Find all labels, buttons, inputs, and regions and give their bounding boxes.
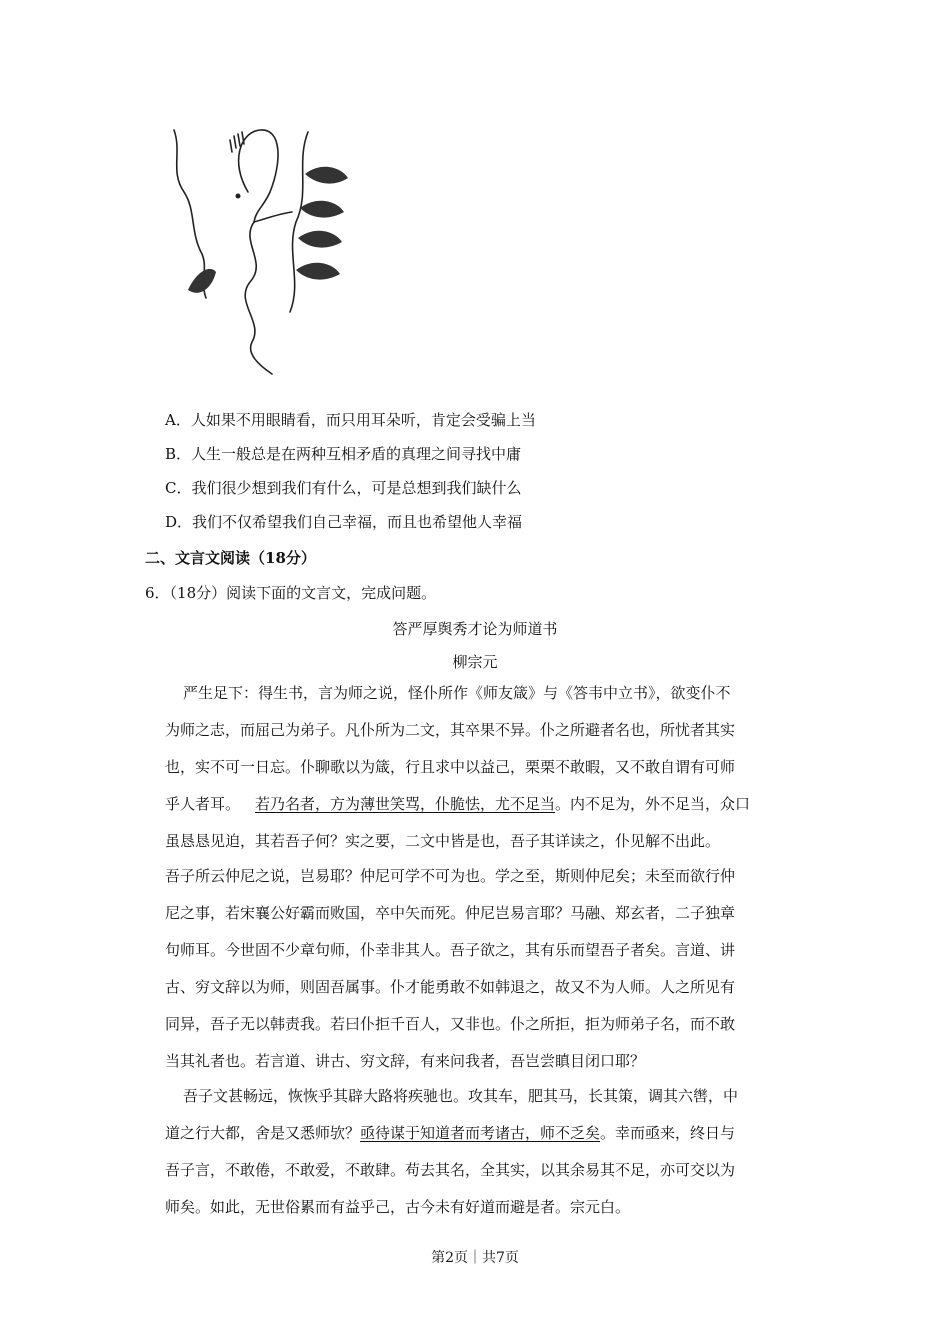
- option-c: C．我们很少想到我们有什么，可是总想到我们缺什么: [165, 479, 522, 497]
- article-title: 答严厚舆秀才论为师道书: [392, 620, 558, 638]
- article-line: [165, 1123, 735, 1143]
- eye-dot: [236, 194, 241, 199]
- article-line: 古、穷文辞以为师，则固吾属事。仆才能勇敢不如韩退之，故又不为人师。人之所见有: [165, 978, 736, 996]
- article-line: 尼之事，若宋襄公好霸而败国，卒中矢而死。仲尼岂易言耶？马融、郑玄者，二子独章: [165, 904, 736, 922]
- article-text: 。内不足为，外不足当，众口: [555, 795, 751, 813]
- illustration-figure: [160, 122, 360, 382]
- sketch-figure-icon: [160, 122, 360, 382]
- underlined-sentence-2: 亟待谋于知道者而考诸古，师不乏矣: [360, 1124, 601, 1142]
- article-text: 道之行大都，舍是又悉师欤？: [165, 1124, 361, 1142]
- article-line: 严生足下：得生书，言为师之说，怪仆所作《师友箴》与《答韦中立书》，欲变仆不: [183, 684, 731, 702]
- option-b: B．人生一般总是在两种互相矛盾的真理之间寻找中庸: [165, 445, 522, 463]
- article-line: 当其礼者也。若言道、讲古、穷文辞，有来问我者，吾岂尝瞋目闭口耶？: [165, 1052, 646, 1070]
- article-line: 吾子所云仲尼之说，岂易耶？仲尼可学不可为也。学之至，斯则仲尼矣；未至而欲行仲: [165, 867, 736, 885]
- article-line: 也，实不可一日忘。仆聊歌以为箴，行且求中以益己，栗栗不敢暇，又不敢自谓有可师: [165, 758, 736, 776]
- article-line: 句师耳。今世固不少章句师，仆幸非其人。吾子欲之，其有乐而望吾子者矣。言道、讲: [165, 941, 736, 959]
- page-footer: 第2页｜共7页: [431, 1250, 519, 1266]
- question-6: 6．（18分）阅读下面的文言文，完成问题。: [145, 584, 437, 602]
- option-d: D．我们不仅希望我们自己幸福，而且也希望他人幸福: [165, 513, 523, 531]
- article-text: 。幸而亟来，终日与: [600, 1124, 736, 1142]
- article-line: 吾子言，不敢倦，不敢爱，不敢肆。苟去其名，全其实，以其余易其不足，亦可交以为: [165, 1161, 736, 1179]
- section-title: 二、文言文阅读（18分）: [145, 549, 316, 567]
- article-line: 吾子文甚畅远，恢恢乎其辟大路将疾驰也。攻其车，肥其马，长其策，调其六辔，中: [183, 1087, 739, 1105]
- article-line: 同异，吾子无以韩责我。若曰仆拒千百人，又非也。仆之所拒，拒为师弟子名，而不敢: [165, 1015, 736, 1033]
- article-line: [165, 794, 750, 814]
- article-line: 虽恳恳见迫，其若吾子何？实之要，二文中皆是也，吾子其详读之，仆见解不出此。: [165, 832, 721, 850]
- underlined-sentence-1: 若乃名者，方为薄世笑骂，仆脆怯，尤不足当: [255, 795, 556, 813]
- article-line: 为师之志，而屈己为弟子。凡仆所为二文，其卒果不异。仆之所避者名也，所忧者其实: [165, 721, 736, 739]
- article-text: 乎人者耳。: [165, 795, 241, 813]
- article-line: 师矣。如此，无世俗累而有益乎己，古今未有好道而避是者。宗元白。: [165, 1198, 631, 1216]
- article-author: 柳宗元: [452, 653, 498, 671]
- option-a: A．人如果不用眼睛看，而只用耳朵听，肯定会受骗上当: [165, 411, 536, 429]
